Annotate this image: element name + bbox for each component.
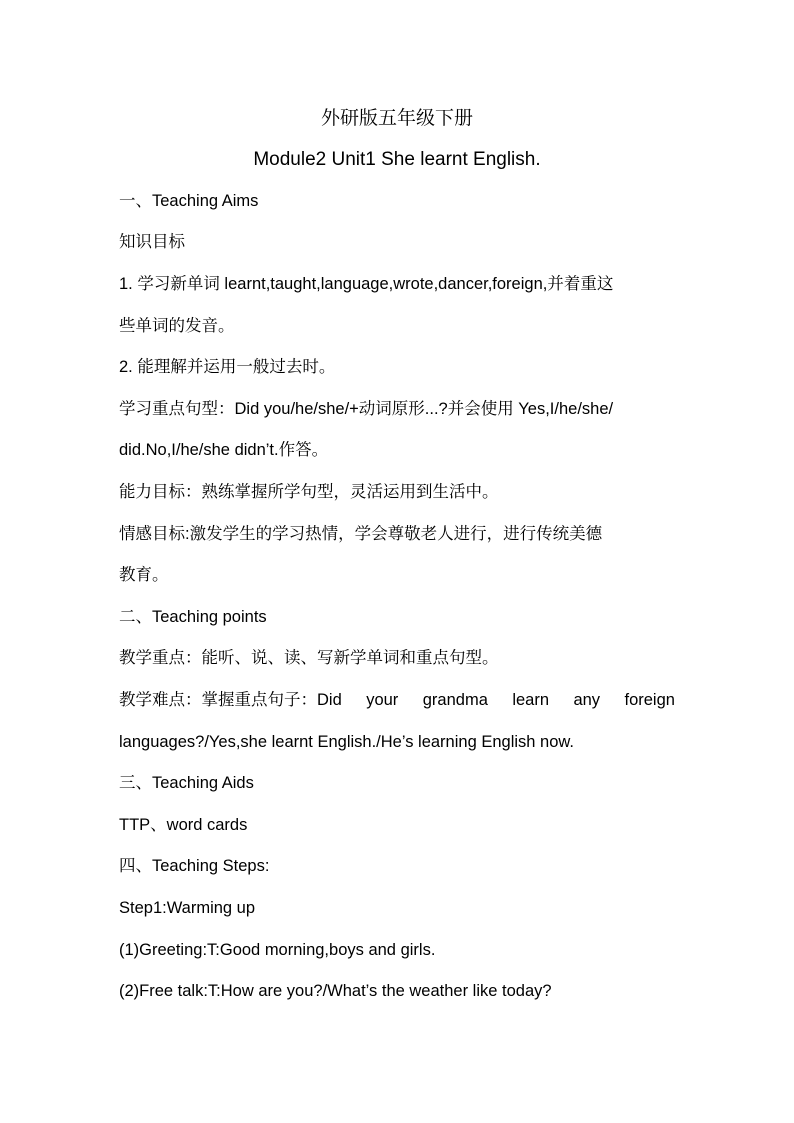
emotion-goal-line-2: 教育。 [119, 566, 169, 584]
difficult-points-word: foreign [624, 691, 675, 709]
section-heading-teaching-aims: 一、Teaching Aims [119, 192, 259, 210]
step-1-heading: Step1:Warming up [119, 899, 256, 917]
ability-goal: 能力目标：熟练掌握所学句型，灵活运用到生活中。 [119, 483, 499, 501]
difficult-points-word: grandma [422, 691, 488, 709]
document-title-cn: 外研版五年级下册 [320, 108, 473, 129]
key-pattern-line-2: did.No,I/he/she didn’t.作答。 [119, 441, 329, 459]
section-heading-teaching-aids: 三、Teaching Aids [119, 774, 254, 792]
document-title-en: Module2 Unit1 She learnt English. [253, 149, 541, 170]
step-1-item-1: (1)Greeting:T:Good morning,boys and girls. [119, 941, 436, 959]
knowledge-goal-label: 知识目标 [119, 233, 185, 251]
difficult-points-word: learn [512, 691, 550, 709]
aim-item-2: 2. 能理解并运用一般过去时。 [119, 358, 336, 376]
difficult-points-word: your [366, 691, 399, 709]
emotion-goal-line-1: 情感目标:激发学生的学习热情，学会尊敬老人进行，进行传统美德 [119, 525, 603, 543]
difficult-points-word: 教学难点：掌握重点句子：Did [119, 691, 342, 709]
teaching-aids: TTP、word cards [119, 816, 248, 834]
aim-item-1-line-2: 些单词的发音。 [119, 317, 235, 335]
key-pattern-line-1: 学习重点句型：Did you/he/she/+动词原形...?并会使用 Yes,I/he/she/ [119, 400, 614, 418]
difficult-points-word: any [573, 691, 601, 709]
step-1-item-2: (2)Free talk:T:How are you?/What’s the weather like today? [119, 982, 552, 1000]
difficult-points-line-1 [119, 688, 675, 712]
difficult-points-line-2: languages?/Yes,she learnt English./He’s learning English now. [119, 733, 574, 751]
section-heading-teaching-points: 二、Teaching points [119, 608, 267, 626]
aim-item-1-line-1: 1. 学习新单词 learnt,taught,language,wrote,dancer,foreign,并着重这 [119, 275, 614, 293]
section-heading-teaching-steps: 四、Teaching Steps: [119, 857, 270, 875]
key-points: 教学重点：能听、说、读、写新学单词和重点句型。 [119, 649, 499, 667]
